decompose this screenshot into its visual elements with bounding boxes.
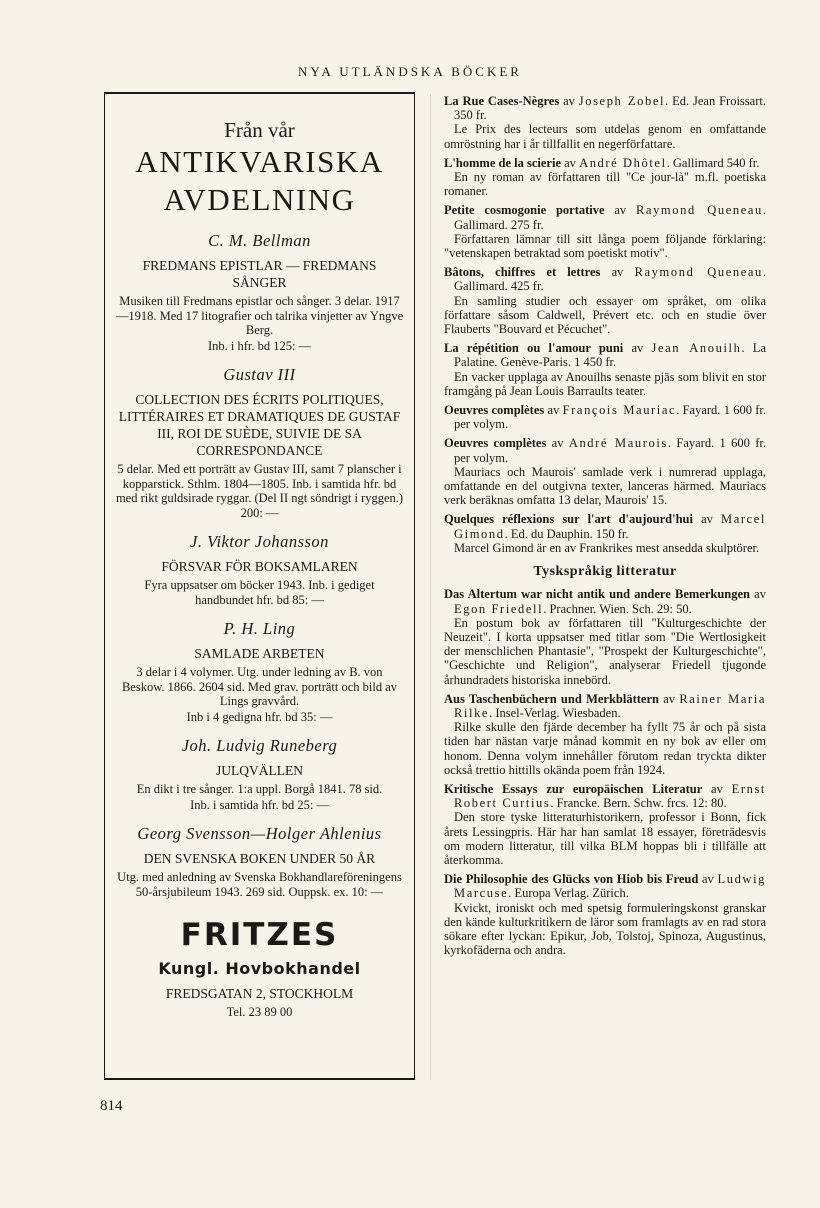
ad-item-author: J. Viktor Johansson — [190, 532, 329, 551]
ad-item-title: JULQVÄLLEN — [216, 763, 303, 778]
book-author: Ernst Robert Curtius — [454, 781, 766, 811]
book-author: Rainer Maria Rilke — [454, 691, 766, 720]
advertisement-box — [104, 92, 415, 1080]
book-title: Oeuvres complètes — [444, 403, 545, 418]
book-title: Aus Taschenbüchern und Merkblättern — [444, 691, 659, 706]
ad-item — [105, 736, 414, 812]
book-author: François Mauriac — [562, 403, 677, 418]
book-title: Bâtons, chiffres et lettres — [444, 265, 601, 280]
ad-item-author: Gustav III — [223, 365, 296, 384]
book-publisher: . Gallimard. 425 fr. — [454, 265, 766, 294]
review-text: Den store tyske litteraturhistorikern, professor i Bonn, fick årets Lessingpris. Här har han samlat 18 essayer, företrädesvis om modern litteratur, till vilka BLM hoppas bli i tillfälle att återkomma. — [444, 810, 766, 867]
ad-telephone: Tel. 23 89 00 — [226, 1005, 293, 1019]
book-author: Egon Friedell — [454, 601, 544, 616]
review-entry — [444, 203, 766, 260]
reviews-column — [444, 94, 766, 962]
kungl-hovbokhandel: Kungl. Hovbokhandel — [158, 959, 361, 978]
ad-item-author: P. H. Ling — [223, 619, 296, 638]
review-text: Le Prix des lecteurs som utdelas genom en omfattande omröstning har i år tillfallit en negerförfattare. — [444, 122, 766, 151]
book-author: Raymond Queneau — [634, 265, 763, 280]
book-title: Petite cosmogonie portative — [444, 203, 605, 218]
ad-item-title: FÖRSVAR FÖR BOKSAMLAREN — [161, 559, 358, 574]
ad-item-desc: Musiken till Fredmans epistlar och sånger. 3 delar. 1917—1918. Med 17 litografier och talrika vinjetter av Yngve Berg. — [115, 294, 404, 337]
book-publisher: . Gallimard 540 fr. — [666, 155, 760, 170]
review-entry — [444, 587, 766, 686]
book-title: Das Altertum war nicht antik und andere Bemerkungen — [444, 587, 750, 602]
book-author: Ludwig Marcuse — [454, 872, 766, 901]
review-entry — [444, 436, 766, 507]
book-title: Quelques réflexions sur l'art d'aujourd'hui — [444, 512, 693, 527]
ad-item — [105, 365, 414, 520]
book-publisher: . Gallimard. 275 fr. — [454, 203, 766, 232]
section-heading: Tyskspråkig litteratur — [533, 564, 677, 580]
ad-item — [105, 231, 414, 353]
book-title: La Rue Cases-Nègres — [444, 94, 560, 108]
ad-item-title: DEN SVENSKA BOKEN UNDER 50 ÅR — [143, 851, 376, 866]
book-title: Die Philosophie des Glücks von Hiob bis Freud — [444, 872, 699, 887]
review-entry — [444, 94, 766, 151]
ad-item-author: Joh. Ludvig Runeberg — [181, 736, 338, 755]
book-publisher: . Fayard. 1 600 fr. per volym. — [454, 403, 767, 432]
book-publisher: . Europa Verlag. Zürich. — [508, 886, 629, 901]
fritzes-logo-text: FRITZES — [180, 917, 339, 953]
book-author: André Dhôtel — [579, 155, 667, 170]
page-number: 814 — [100, 1098, 123, 1114]
book-author: André Maurois — [568, 436, 668, 451]
ad-item-desc: 5 delar. Med ett porträtt av Gustav III, samt 7 planscher i kopparstick. Sthlm. 1804—1805. Inb. i samtida hfr. bd med rikt guldsirade ryggar. (Del II ngt söndrigt i ryggen.) 200: — — [115, 462, 404, 520]
book-title: L'homme de la scierie — [444, 155, 561, 170]
book-publisher: . Francke. Bern. Schw. frcs. 12: 80. — [550, 796, 727, 811]
ad-item — [105, 824, 414, 899]
ad-item-title: FREDMANS EPISTLAR — FREDMANS SÅNGER — [142, 258, 377, 290]
ad-from: Från vår — [224, 118, 295, 142]
ad-item — [105, 619, 414, 724]
review-text: Författaren lämnar till sitt långa poem följande förklaring: "vetenskapen betraktad som poetiskt motiv". — [444, 231, 766, 261]
book-title: Kritische Essays zur europäischen Literatur — [444, 781, 703, 796]
author-prefix: av — [749, 587, 766, 602]
author-prefix: av — [604, 203, 636, 218]
author-prefix: av — [698, 872, 718, 887]
review-entry — [444, 403, 766, 431]
author-prefix: av — [546, 436, 569, 451]
book-title: Oeuvres complètes — [444, 436, 547, 451]
book-author: Marcel Gimond — [454, 512, 766, 541]
author-prefix: av — [544, 403, 563, 418]
column-divider — [430, 94, 431, 1080]
book-publisher: . La Palatine. Genève-Paris. 1 450 fr. — [454, 341, 766, 370]
ad-heading-line1: ANTIKVARISKA — [135, 144, 384, 179]
review-text: Mauriacs och Maurois' samlade verk i numrerad upplaga, omfattande en del outgivna texter, lanceras härmed. Mauriacs verk beräknas omfatta 13 delar, Maurois' 15. — [444, 464, 766, 508]
review-entry — [444, 872, 766, 957]
review-entry — [444, 692, 766, 777]
review-text: En ny roman av författaren till "Ce jour-là" m.fl. poetiska romaner. — [444, 170, 766, 199]
author-prefix: av — [692, 512, 721, 527]
ad-item-author: C. M. Bellman — [208, 231, 311, 250]
author-prefix: av — [559, 94, 579, 108]
ad-item-price: Inb i 4 gedigna hfr. bd 35: — — [186, 709, 333, 724]
author-prefix: av — [623, 341, 652, 356]
review-text: Rilke skulle den fjärde december ha fyllt 75 år och på sista tiden har nästan varje månad kommit en ny bok av eller om honom. Denna volym innehåller förutom redan tryckta dikter också trettio hittills okända poem från 1924. — [444, 720, 766, 777]
review-entry — [444, 265, 766, 336]
running-header: NYA UTLÄNDSKA BÖCKER — [298, 64, 522, 79]
ad-item-desc: En dikt i tre sånger. 1:a uppl. Borgå 1841. 78 sid. — [136, 782, 383, 796]
ad-item-title: COLLECTION DES ÉCRITS POLITIQUES, LITTÉRAIRES ET DRAMATIQUES DE GUSTAF III, ROI DE SUÈDE, SUIVIE DE SA CORRESPONDANCE — [118, 392, 401, 458]
book-author: Jean Anouilh — [651, 341, 742, 356]
review-text: En postum bok av författaren till "Kulturgeschichte der Neuzeit". I korta uppsatser med titlar som "Die Wertlosigkeit der menschlichen Phantasie", "Prospekt der Kulturgeschichte", "Geschichte und Religion", analyserar Friedell tjugonde århundradets historiska innebörd. — [444, 615, 766, 687]
author-prefix: av — [658, 691, 680, 706]
ad-item-title: SAMLADE ARBETEN — [194, 646, 325, 661]
review-entry — [444, 782, 766, 867]
ad-item-desc: Utg. med anledning av Svenska Bokhandlareföreningens 50-årsjubileum 1943. 269 sid. Ouppsk. ex. 10: — — [117, 870, 402, 899]
book-author: Raymond Queneau — [636, 203, 763, 218]
book-publisher: . Ed. du Dauphin. 150 fr. — [504, 526, 629, 541]
author-prefix: av — [561, 155, 580, 170]
book-publisher: . Fayard. 1 600 fr. per volym. — [454, 436, 767, 465]
review-entry — [444, 512, 766, 555]
ad-item-author: Georg Svensson—Holger Ahlenius — [137, 824, 382, 843]
book-publisher: . Insel-Verlag. Wiesbaden. — [489, 705, 621, 720]
book-title: La répétition ou l'amour puni — [444, 341, 624, 356]
review-text: Kvickt, ironiskt och med spetsig formuleringskonst granskar den kände kulturkritikern de läror som framlagts av en rad stora sökare efter lyckan: Epikur, Job, Tolstoj, Spinoza, Augustinus, kyrkofäderna och andra. — [444, 900, 766, 958]
ad-heading-line2: AVDELNING — [163, 182, 356, 217]
book-author: Joseph Zobel — [578, 94, 666, 108]
book-publisher: . Prachner. Wien. Sch. 29: 50. — [543, 601, 692, 616]
review-text: Marcel Gimond är en av Frankrikes mest ansedda skulptörer. — [454, 540, 760, 555]
review-text: En samling studier och essayer om språket, om olika författare såsom Caldwell, Prévert etc. och en studie över Flauberts "Bouvard et Pécuchet". — [444, 293, 766, 337]
ad-item-price: Inb. i samtida hfr. bd 25: — — [190, 797, 329, 812]
book-publisher: . Ed. Jean Froissart. 350 fr. — [454, 94, 766, 123]
ad-item-desc: 3 delar i 4 volymer. Utg. under ledning av B. von Beskow. 1866. 2604 sid. Med grav. porträtt och bild av Lings gravvård. — [121, 665, 398, 708]
review-text: En vacker upplaga av Anouilhs senaste pjäs som blivit en stor framgång på Jean Louis Barraults teater. — [444, 369, 766, 398]
review-entry — [444, 156, 766, 199]
author-prefix: av — [702, 781, 732, 796]
ad-item-desc: Fyra uppsatser om böcker 1943. Inb. i gediget handbundet hfr. bd 85: — — [144, 578, 375, 607]
ad-address: FREDSGATAN 2, STOCKHOLM — [165, 986, 354, 1001]
review-entry — [444, 341, 766, 398]
ad-item — [105, 532, 414, 607]
ad-item-price: Inb. i hfr. bd 125: — — [207, 338, 312, 353]
author-prefix: av — [600, 265, 635, 280]
